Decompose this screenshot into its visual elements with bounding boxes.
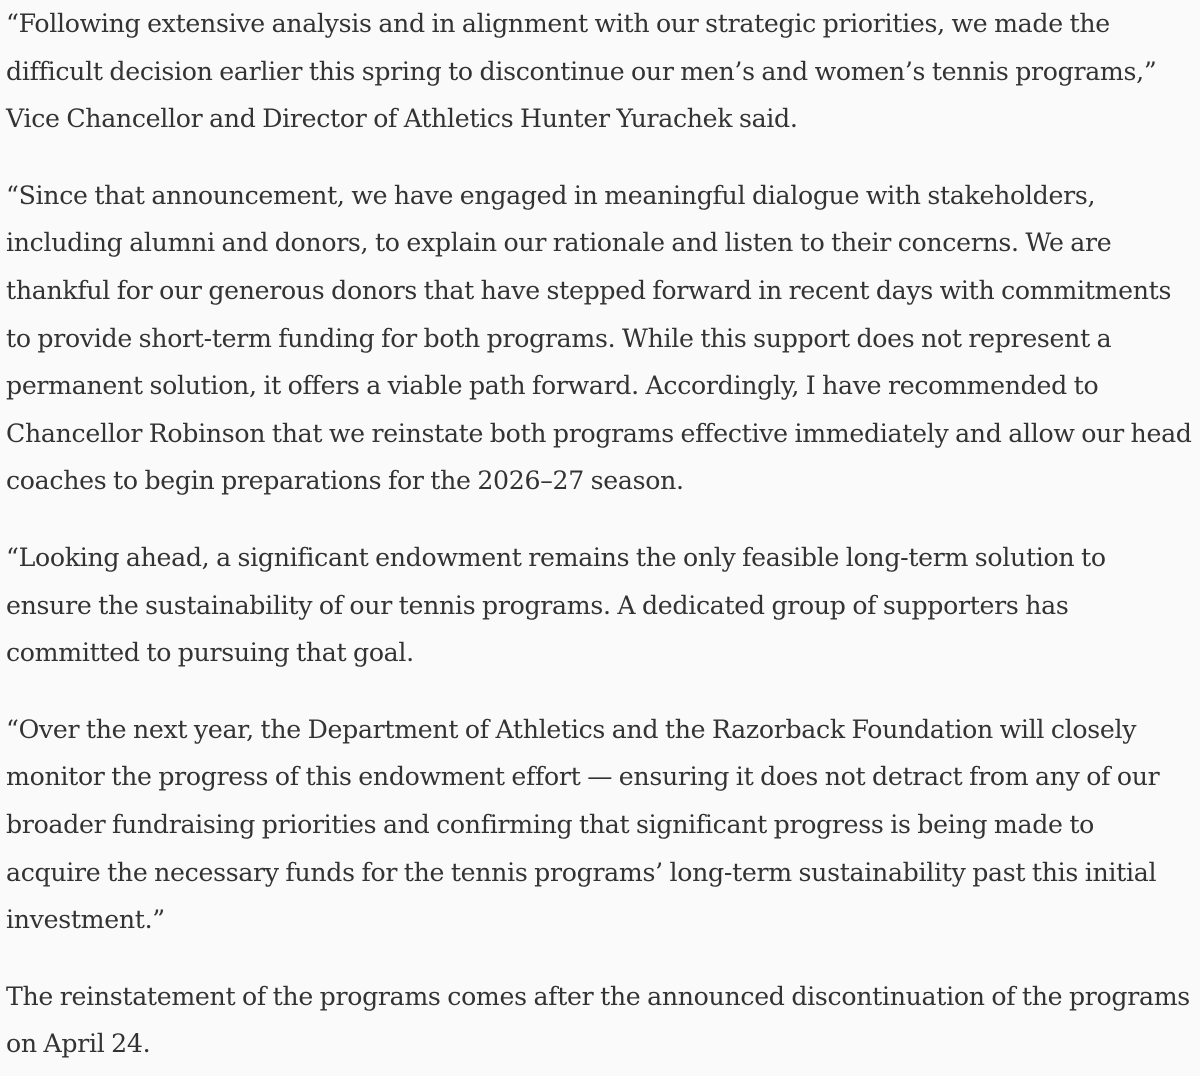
quote-paragraph-monitoring: “Over the next year, the Department of Athletics and the Razorback Foundation will closely monitor the progress of this endowment effort — ensuring it does not detract from any of our broader fundraising priorities and confirming that significant progress is being made to acquire the necessary funds for the tennis programs’ long-term sustainability past this initial investment.”: [6, 714, 1160, 935]
paragraph-reinstatement: The reinstatement of the programs comes after the announced discontinuation of the programs on April 24.: [6, 981, 1190, 1059]
quote-paragraph-decision: “Following extensive analysis and in alignment with our strategic priorities, we made the difficult decision earlier this spring to discontinue our men’s and women’s tennis programs,” Vice Chancellor and Director of Athletics Hunter Yurachek said.: [6, 9, 1157, 134]
quote-paragraph-funding: “Since that announcement, we have engaged in meaningful dialogue with stakeholders, including alumni and donors, to explain our rationale and listen to their concerns. We are thankful for our generous donors that have stepped forward in recent days with commitments to provide short-term funding for both programs. While this support does not represent a permanent solution, it offers a viable path forward. Accordingly, I have recommended to Chancellor Robinson that we reinstate both programs effective immediately and allow our head coaches to begin preparations for the 2026–27 season.: [6, 180, 1192, 496]
quote-paragraph-endowment: “Looking ahead, a significant endowment remains the only feasible long-term solution to ensure the sustainability of our tennis programs. A dedicated group of supporters has committed to pursuing that goal.: [6, 542, 1106, 668]
